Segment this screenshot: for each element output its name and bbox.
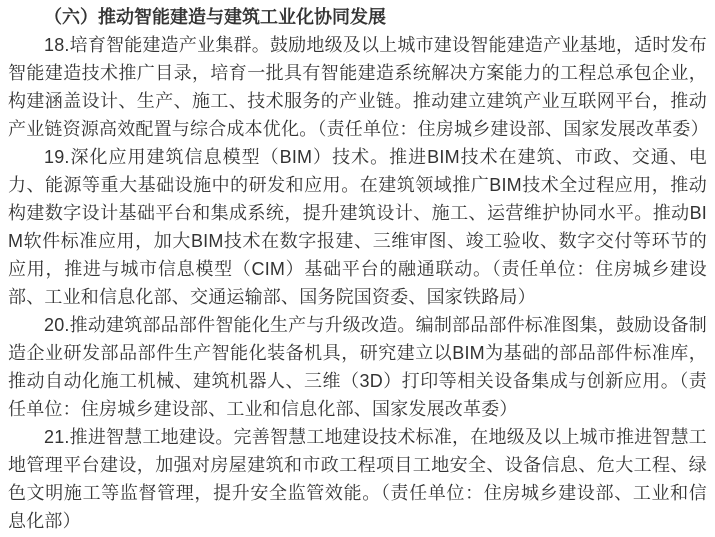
paragraph-item-19: 19.深化应用建筑信息模型（BIM）技术。推进BIM技术在建筑、市政、交通、电力、能源等重大基础设施中的研发和应用。在建筑领域推广BIM技术全过程应用，推动构建数字设计基础平台和集成系统，提升建筑设计、施工、运营维护协同水平。推动BIM软件标准应用，加大BIM技术在数字报建、三维审图、竣工验收、数字交付等环节的应用，推进与城市信息模型（CIM）基础平台的融通联动。（责任单位：住房城乡建设部、工业和信息化部、交通运输部、国务院国资委、国家铁路局）	[8, 147, 707, 307]
paragraph-item-21: 21.推进智慧工地建设。完善智慧工地建设技术标准，在地级及以上城市推进智慧工地管理平台建设，加强对房屋建筑和市政工程项目工地安全、设备信息、危大工程、绿色文明施工等监督管理，提升安全监管效能。（责任单位：住房城乡建设部、工业和信息化部）	[8, 427, 707, 531]
paragraph-item-20: 20.推动建筑部品部件智能化生产与升级改造。编制部品部件标准图集，鼓励设备制造企业研发部品部件生产智能化装备机具，研究建立以BIM为基础的部品部件标准库，推动自动化施工机械、建筑机器人、三维（3D）打印等相关设备集成与创新应用。（责任单位：住房城乡建设部、工业和信息化部、国家发展改革委）	[8, 315, 707, 419]
paragraph-item-18: 18.培育智能建造产业集群。鼓励地级及以上城市建设智能建造产业基地，适时发布智能建造技术推广目录，培育一批具有智能建造系统解决方案能力的工程总承包企业，构建涵盖设计、生产、施工、技术服务的产业链。推动建立建筑产业互联网平台，推动产业链资源高效配置与综合成本优化。（责任单位：住房城乡建设部、国家发展改革委）	[8, 35, 709, 139]
section-heading: （六）推动智能建造与建筑工业化协同发展	[44, 7, 386, 27]
